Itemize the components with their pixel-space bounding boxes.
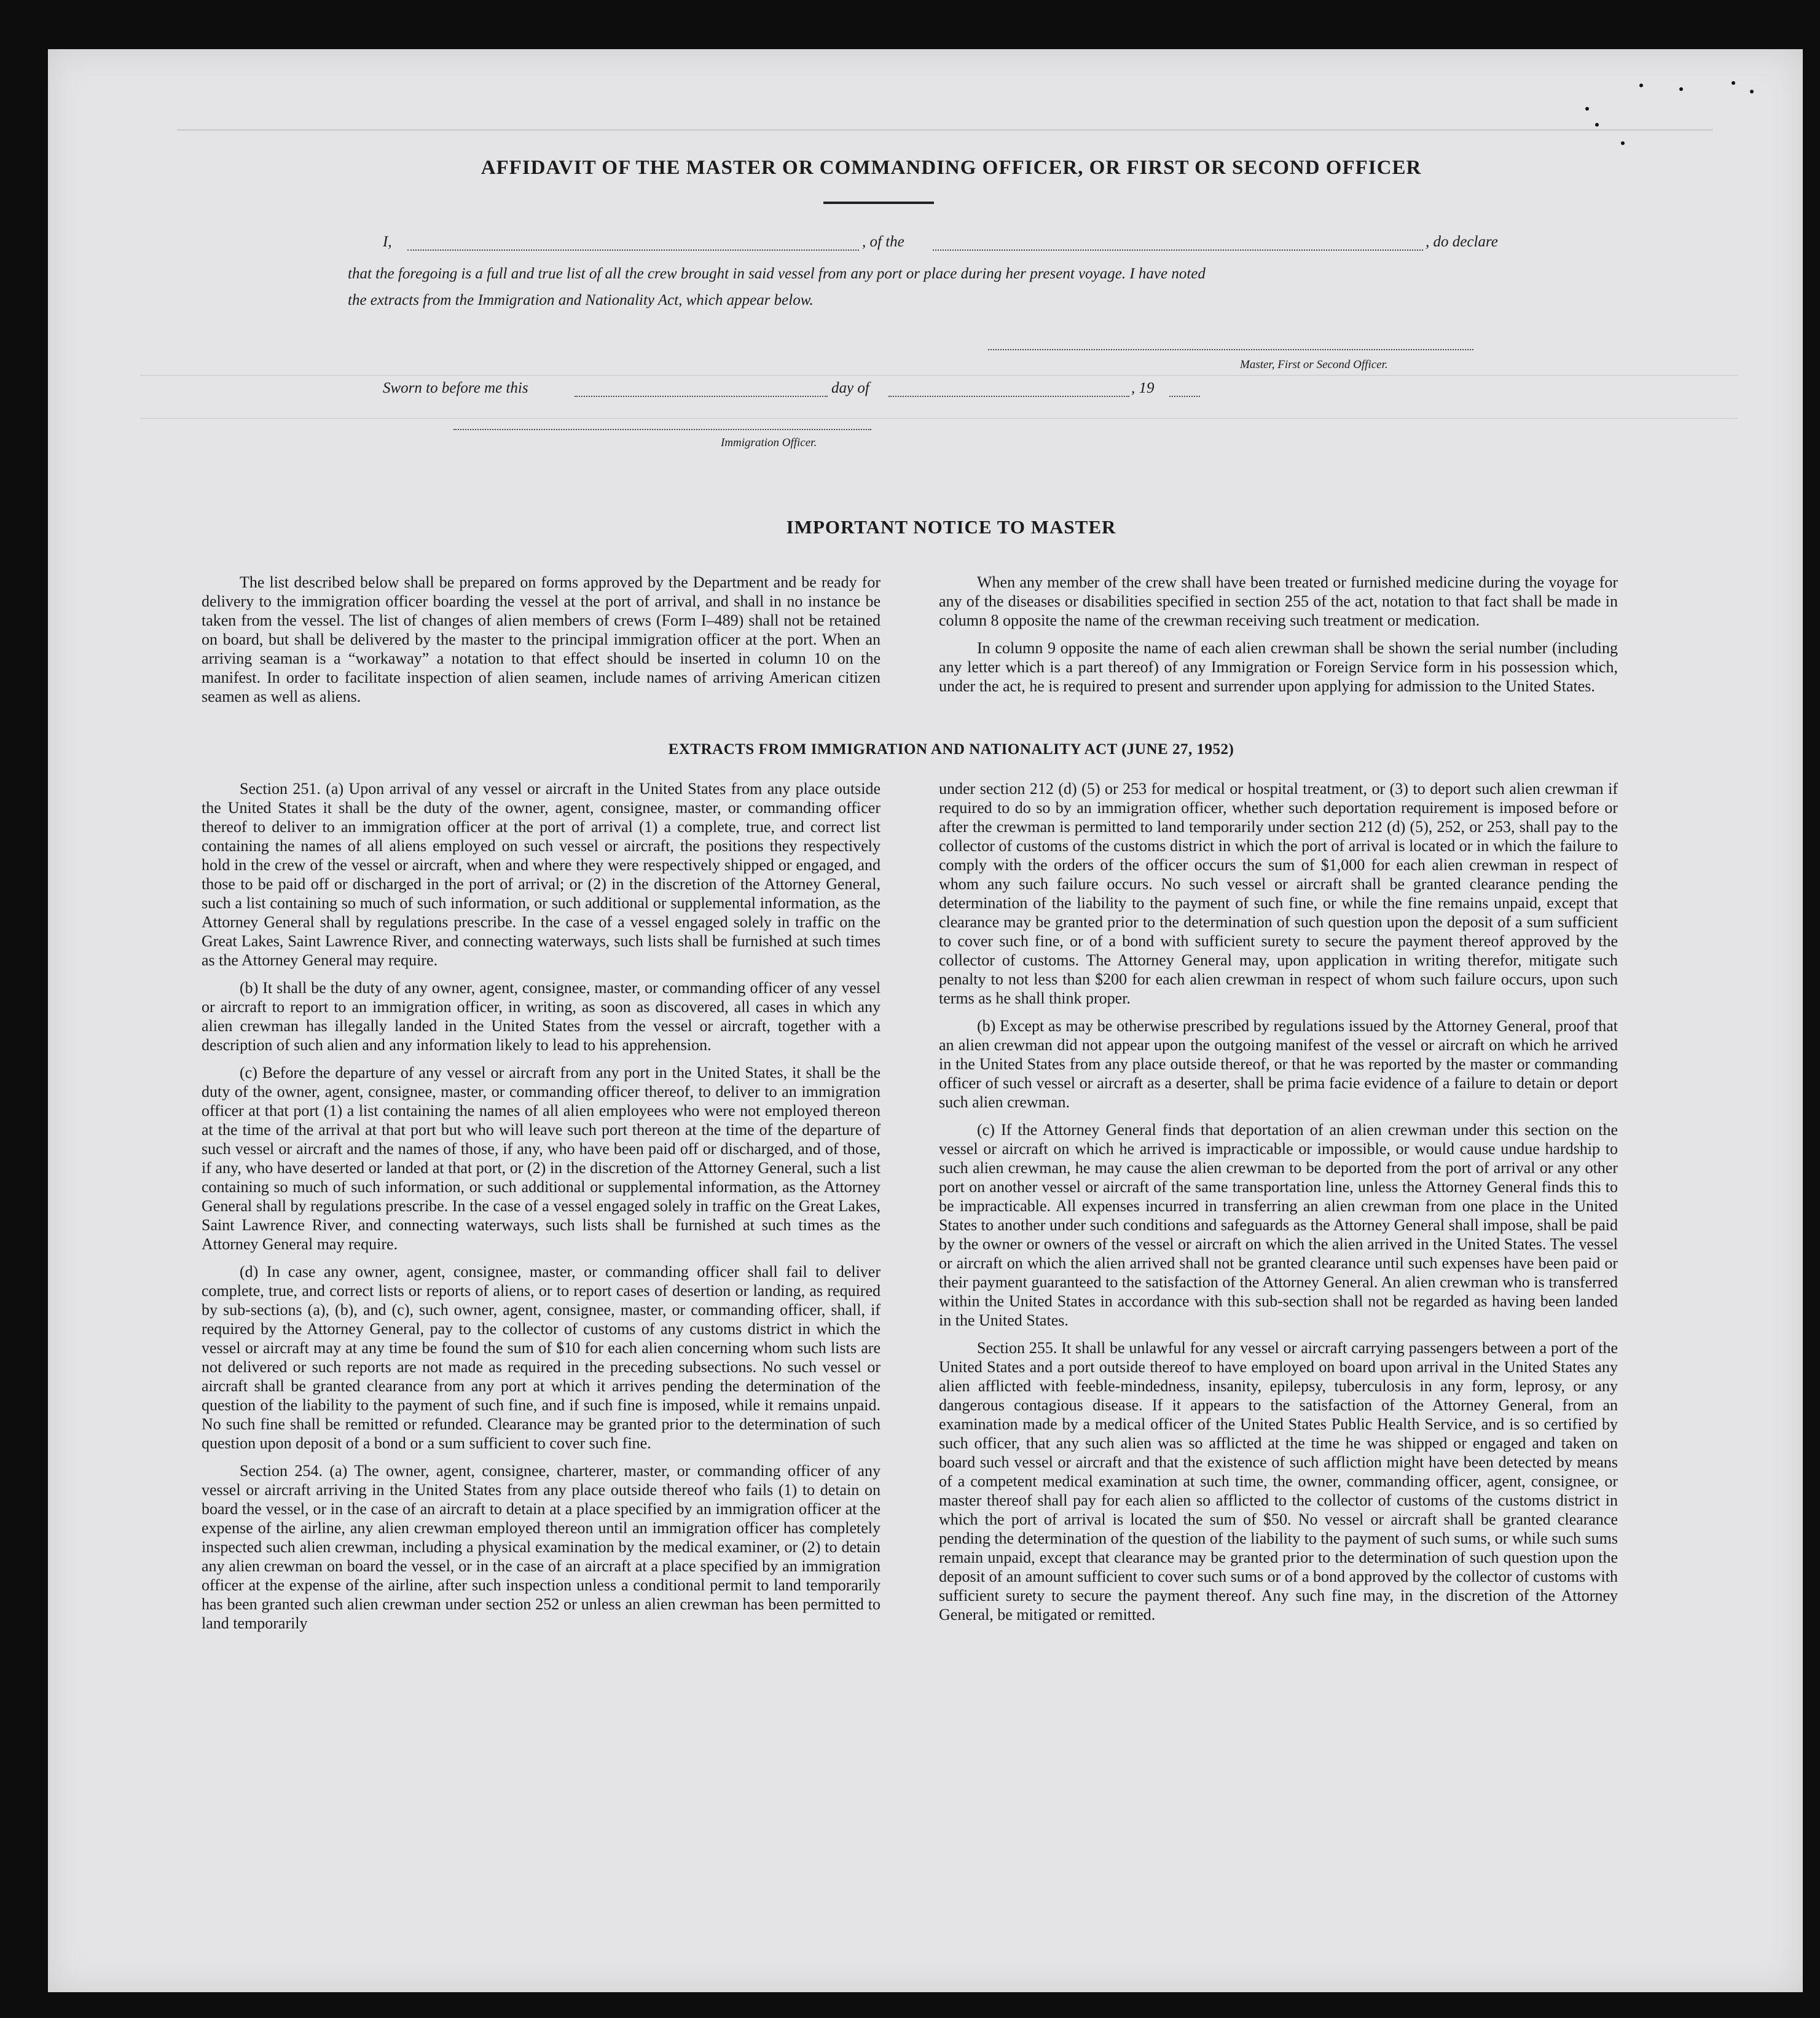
notice-right-paragraph-1: When any member of the crew shall have been treated or furnished medicine during the voyage for any of the diseases or disabilities specified in section 255 of the act, notation to that fact shall be made in column 8 opposite the name of the crewman receiving such treatment or medication. (939, 573, 1618, 629)
affidavit-declare-label: , do declare (1426, 234, 1498, 250)
notice-right-column (939, 573, 1618, 696)
scan-speck (1732, 81, 1735, 85)
section-254-c: (c) If the Attorney General finds that deportation of an alien crewman under this section on the vessel or aircraft on which he arrived is impracticable or impossible, or would cause undue hardship to such alien crewman, he may cause the alien crewman to be deported from the port of arrival or any other port on another vessel or aircraft of the same transportation line, unless the Attorney General finds this to be impracticable. All expenses incurred in transferring an alien crewman from one place in the United States to another under such conditions and safeguards as the Attorney General shall impose, shall be paid by the owner or owners of the vessel or aircraft on which the alien arrived in the United States. The vessel or aircraft on which the alien arrived shall not be granted clearance until such expenses have been paid or their payment guaranteed to the satisfaction of the Attorney General. An alien crewman who is transferred within the United States in accordance with this sub-section shall not be regarded as having been landed in the United States. (939, 1121, 1618, 1329)
sworn-month-blank[interactable] (888, 396, 1129, 397)
section-251-d: (d) In case any owner, agent, consignee, master, or commanding officer shall fail to deliver complete, true, and correct lists or reports of aliens, or to report cases of desertion or landing, as required by sub-sections (a), (b), and (c), such owner, agent, consignee, master, or commanding officer, shall, if required by the Attorney General, pay to the collector of customs of any customs district in which the vessel or aircraft may at any time be found the sum of $10 for each alien concerning whom such lists are not delivered or such reports are not made as required in the preceding subsections. No such vessel or aircraft shall be granted clearance from any port at which it arrives pending the determination of the question of the liability to the payment of such fine, and if such fine is imposed, while it remains unpaid. No such fine shall be remitted or refunded. Clearance may be granted prior to the determination of such question upon deposit of a bond or a sum sufficient to cover such fine. (202, 1263, 881, 1452)
scan-speck (1585, 107, 1589, 111)
notice-left-column (202, 573, 881, 706)
scan-speck (1595, 123, 1599, 127)
notice-right-paragraph-2: In column 9 opposite the name of each alien crewman shall be shown the serial number (including any letter which is a part thereof) of any Immigration or Foreign Service form in his possession which, under the act, he is required to present and surrender upon applying for admission to the United States. (939, 639, 1618, 695)
notice-left-paragraph: The list described below shall be prepared on forms approved by the Department and be ready for delivery to the immigration officer boarding the vessel at the port of arrival, and shall in no instance be taken from the vessel. The list of changes of alien members of crews (Form I–489) shall not be retained on board, but shall be delivered by the master to the principal immigration officer at the port. When an arriving seaman is a “workaway” a notation to that effect should be inserted in column 10 on the manifest. In order to facilitate inspection of alien seamen, include names of arriving American citizen seamen as well as aliens. (202, 573, 881, 705)
officer-signature-line[interactable] (453, 429, 871, 430)
master-signature-label: Master, First or Second Officer. (1240, 358, 1388, 371)
day-of-label: day of (831, 380, 869, 396)
title-rule (823, 202, 934, 204)
sworn-year-blank[interactable] (1169, 396, 1200, 397)
bleed-through-mark (91, 49, 1750, 479)
section-254-b: (b) Except as may be otherwise prescribed by regulations issued by the Attorney General, proof that an alien crewman did not appear upon the outgoing manifest of the vessel or aircraft on which he arrived in the United States from any place outside thereof, or that he was reported by the master or commanding officer of such vessel or aircraft as a deserter, shall be prima facie evidence of a failure to detain or deport such alien crewman. (939, 1017, 1618, 1111)
extracts-left-column (202, 779, 881, 1633)
document-page (48, 49, 1803, 1992)
section-251-a: Section 251. (a) Upon arrival of any vessel or aircraft in the United States from any place outside the United States it shall be the duty of the owner, agent, consignee, master, or commanding officer thereof to deliver to an immigration officer at the port of arrival (1) a complete, true, and correct list containing the names of all aliens employed on such vessel or aircraft, the positions they respectively hold in the crew of the vessel or aircraft, when and where they were respectively shipped or engaged, and those to be paid off or discharged in the port of arrival; or (2) in the discretion of the Attorney General, such a list containing so much of such information, or such additional or supplemental information, as the Attorney General shall by regulations prescribe. In the case of a vessel engaged solely in traffic on the Great Lakes, Saint Lawrence River, and connecting waterways, such lists shall be furnished at such times as the Attorney General may require. (202, 780, 881, 969)
officer-signature-label: Immigration Officer. (721, 436, 817, 449)
section-251-c: (c) Before the departure of any vessel or aircraft from any port in the United States, it shall be the duty of the owner, agent, consignee, master, or commanding officer thereof, to deliver to an immigration officer at that port (1) a list containing the names of all alien employees who were not employed thereon at the time of the arrival at that port but who will leave such port thereon at the time of the departure of such vessel or aircraft and the names of those, if any, who have been paid off or discharged, and of those, if any, who have deserted or landed at that port, or (2) in the discretion of the Attorney General, such a list containing so much of such information, or such additional or supplemental information, as the Attorney General shall by regulations prescribe. In the case of a vessel engaged solely in traffic on the Great Lakes, Saint Lawrence River, and connecting waterways, such lists shall be furnished at such times as the Attorney General may require. (202, 1064, 881, 1253)
extracts-right-column (939, 779, 1618, 1624)
affidavit-of-the-label: , of the (862, 234, 904, 250)
scan-speck (1750, 90, 1754, 93)
master-signature-line[interactable] (988, 349, 1473, 350)
sworn-prefix: Sworn to before me this (383, 380, 528, 396)
affidavit-line-3: the extracts from the Immigration and Nationality Act, which appear below. (348, 292, 814, 308)
notice-title: IMPORTANT NOTICE TO MASTER (786, 516, 1116, 538)
section-251-b: (b) It shall be the duty of any owner, agent, consignee, master, or commanding officer of any vessel or aircraft to report to an immigration officer, in writing, as soon as discovered, all cases in which any alien crewman has illegally landed in the United States from the vessel or aircraft, together with a description of such alien and any information likely to lead to his apprehension. (202, 979, 881, 1054)
sworn-day-blank[interactable] (575, 396, 828, 397)
affidavit-line-1 (383, 234, 1520, 256)
affidavit-line-2: that the foregoing is a full and true list of all the crew brought in said vessel from any port or place during her present voyage. I have noted (348, 265, 1206, 282)
sworn-line (383, 380, 1243, 402)
scan-speck (1679, 87, 1683, 91)
year-label: , 19 (1131, 380, 1155, 396)
section-254-a: Section 254. (a) The owner, agent, consignee, charterer, master, or commanding officer of any vessel or aircraft arriving in the United States from any place outside thereof who fails (1) to detain on board the vessel, or in the case of an aircraft to detain at a place specified by an immigration officer at the expense of the airline, any alien crewman employed thereon until an immigration officer has completely inspected such alien crewman, including a physical examination by the medical examiner, or (2) to detain any alien crewman on board the vessel, or in the case of an aircraft at a place specified by an immigration officer at the expense of the airline, after such inspection unless a conditional permit to land temporarily has been granted such alien crewman under section 252 or unless an alien crewman has been permitted to land temporarily (202, 1462, 881, 1632)
scan-speck (1639, 84, 1643, 87)
section-254-a-continued: under section 212 (d) (5) or 253 for medical or hospital treatment, or (3) to deport such alien crewman if required to do so by an immigration officer, whether such deportation requirement is imposed before or after the crewman is permitted to land temporarily under section 212 (d) (5), 252, or 253, shall pay to the collector of customs of the customs district in which the port of arrival is located or in which the failure to comply with the orders of the officer occurs the sum of $1,000 for each alien crewman in respect of whom any such failure occurs. No such vessel or aircraft shall be granted clearance pending the determination of the liability to the payment of such fine, or while the fine remains unpaid, except that clearance may be granted prior to the determination of such question upon the deposit of a sum sufficient to cover such fine, or of a bond with sufficient surety to secure the payment thereof approved by the collector of customs. The Attorney General may, upon application in writing therefor, mitigate such penalty to not less than $200 for each alien crewman in respect of whom such failure occurs, upon such terms as he shall think proper. (939, 780, 1618, 1007)
vessel-blank[interactable] (933, 249, 1423, 251)
section-255: Section 255. It shall be unlawful for any vessel or aircraft carrying passengers between a port of the United States and a port outside thereof to have employed on board upon arrival in the United States any alien afflicted with feeble-mindedness, insanity, epilepsy, tuberculosis in any form, leprosy, or any dangerous contagious disease. If it appears to the satisfaction of the Attorney General, from an examination made by a medical officer of the United States Public Health Service, and is so certified by such officer, that any such alien was so afflicted at the time he was shipped or engaged and taken on board such vessel or aircraft and that the existence of such affliction might have been detected by means of a competent medical examination at such time, the owner, commanding officer, agent, consignee, or master thereof shall pay for each alien so afflicted to the collector of customs of the customs district in which the port of arrival is located the sum of $50. No vessel or aircraft shall be granted clearance pending the determination of the question of the liability to the payment of such sums, or while such sums remain unpaid, except that clearance may be granted prior to the determination of such question upon the deposit of an amount sufficient to cover such sums or of a bond approved by the collector of customs with sufficient surety to secure the payment thereof. Any such fine may, in the discretion of the Attorney General, be mitigated or remitted. (939, 1339, 1618, 1623)
scan-speck (1621, 141, 1625, 145)
extracts-title: EXTRACTS FROM IMMIGRATION AND NATIONALITY ACT (JUNE 27, 1952) (668, 741, 1234, 758)
name-blank[interactable] (407, 249, 859, 251)
affidavit-title: AFFIDAVIT OF THE MASTER OR COMMANDING OFFICER, OR FIRST OR SECOND OFFICER (480, 157, 1422, 179)
affidavit-i-label: I, (383, 234, 392, 250)
